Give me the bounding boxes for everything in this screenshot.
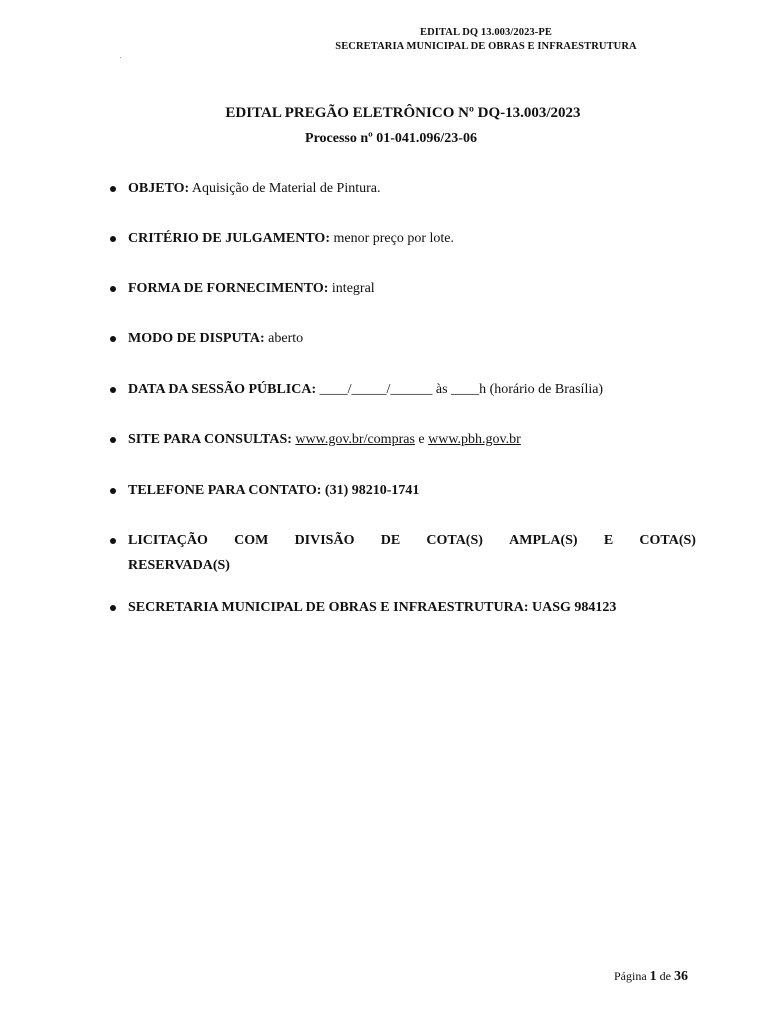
site-connector: e [414,432,429,447]
data-sessao-label: DATA DA SESSÃO PÚBLICA: [128,382,317,397]
criterio-value: menor preço por lote. [330,231,455,246]
processo-number: Processo nº 01-041.096/23-06 [305,131,477,146]
objeto-value: Aquisição de Material de Pintura. [189,181,381,196]
licitacao-word: COM [234,533,269,548]
decorative-dot [120,57,121,58]
forma-label: FORMA DE FORNECIMENTO: [128,281,329,296]
list-item-data-sessao [108,379,603,401]
secretaria-label: SECRETARIA MUNICIPAL DE OBRAS E INFRAESTRUTURA: UASG 984123 [128,600,617,615]
licitacao-word: DIVISÃO [294,533,355,548]
header-edital-code: EDITAL DQ 13.003/2023-PE [419,27,552,38]
objeto-label: OBJETO: [128,181,190,196]
licitacao-word: LICITAÇÃO [128,533,208,548]
bullet-icon [110,538,116,544]
licitacao-word: DE [380,533,401,548]
bullet-icon [110,286,116,292]
modo-label: MODO DE DISPUTA: [128,331,265,346]
list-item-criterio [108,228,454,250]
bullet-icon [110,186,116,192]
bullet-icon [110,488,116,494]
list-item-secretaria [108,597,616,619]
bullet-icon [110,605,116,611]
licitacao-word: COTA(S) [639,533,696,548]
document-title [0,102,770,150]
bullet-icon [110,387,116,393]
link-gov-compras[interactable]: www.gov.br/compras [295,432,415,447]
site-label: SITE PARA CONSULTAS: [128,432,292,447]
list-item-site [108,429,521,451]
list-item-telefone [108,480,419,502]
list-item-forma [108,278,375,300]
data-sessao-value: ____/_____/______ às ____h (horário de Brasília) [316,382,604,397]
modo-value: aberto [264,331,304,346]
bullet-icon [110,236,116,242]
criterio-label: CRITÉRIO DE JULGAMENTO: [128,231,330,246]
bullet-icon [110,336,116,342]
of-word: de [659,969,671,983]
licitacao-line2: RESERVADA(S) [128,558,230,573]
licitacao-line1 [128,530,696,552]
licitacao-word: E [603,533,614,548]
page-footer [614,966,688,987]
licitacao-word: COTA(S) [426,533,483,548]
total-pages: 36 [674,969,688,984]
link-pbh[interactable]: www.pbh.gov.br [428,432,521,447]
bullet-icon [110,437,116,443]
forma-value: integral [328,281,375,296]
page-number: 1 [649,969,657,984]
list-item-licitacao [108,530,696,577]
telefone-label: TELEFONE PARA CONTATO: (31) 98210-1741 [128,483,420,498]
edital-title: EDITAL PREGÃO ELETRÔNICO Nº DQ-13.003/2023 [225,105,581,121]
header-secretaria: SECRETARIA MUNICIPAL DE OBRAS E INFRAESTRUTURA [335,41,637,52]
list-item-modo [108,328,303,350]
page-word: Página [614,969,647,983]
document-header [316,26,656,54]
list-item-objeto [108,178,381,200]
licitacao-word: AMPLA(S) [509,533,578,548]
